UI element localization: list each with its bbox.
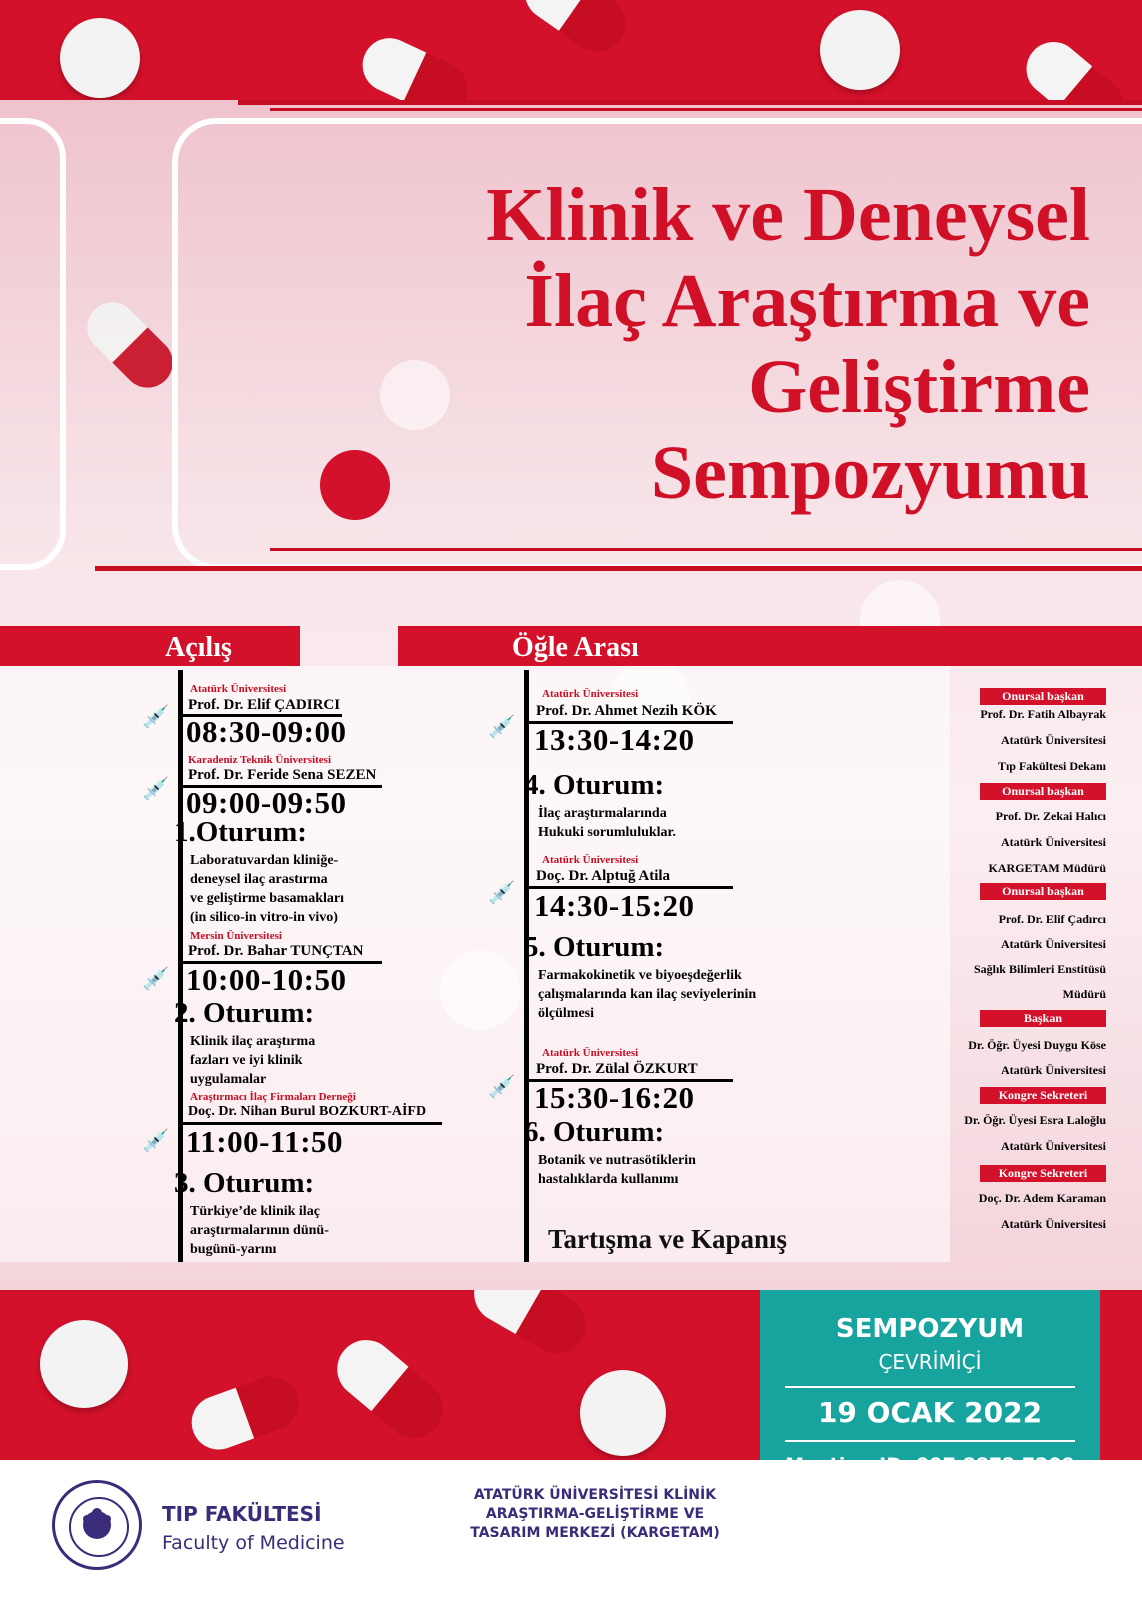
capsule-image [464,1290,597,1364]
committee-member: Atatürk Üniversitesi [1001,733,1106,747]
tablet-image [580,1370,666,1456]
time-slot: 10:00-10:50 [186,962,347,997]
session-description: Laboratuvardan kliniğe- deneysel ilaç arastırma ve geliştirme basamakları (in silico-in vitro-in vivo) [190,853,344,925]
role-label: Onursal başkan [980,883,1106,900]
role-label: Onursal başkan [980,688,1106,705]
session-title: 6. Oturum: [524,1116,665,1148]
page-title: Klinik ve Deneysel İlaç Araştırma ve Geliştirme Sempozyumu [486,173,1090,515]
time-slot: 15:30-16:20 [534,1080,695,1115]
tablet-image [40,1320,128,1408]
top-pill-band [0,0,1142,100]
closing-label: Tartışma ve Kapanış [548,1224,788,1254]
speaker-name: Prof. Dr. Feride Sena SEZEN [188,767,377,783]
event-date: 19 OCAK 2022 [817,1396,1043,1429]
faculty-name-en: Faculty of Medicine [162,1532,345,1554]
committee-member: Müdürü [1062,987,1106,1001]
capsule-image [325,1328,454,1450]
divider [785,1386,1075,1388]
center-name: ATATÜRK ÜNİVERSİTESİ KLİNİK ARAŞTIRMA-GELİŞTİRME VE TASARIM MERKEZİ (KARGETAM) [470,1487,720,1541]
university-label: Atatürk Üniversitesi [542,1047,639,1059]
speaker-name: Prof. Dr. Ahmet Nezih KÖK [536,703,717,719]
session-title: 2. Oturum: [174,997,315,1029]
session-description: Botanik ve nutrasötiklerin hastalıklarda kullanımı [538,1153,696,1187]
university-label: Karadeniz Teknik Üniversitesi [188,754,332,766]
syringe-icon: 💉 [142,1128,170,1153]
committee-member: Doç. Dr. Adem Karaman [978,1191,1106,1205]
capsule-image [184,1369,306,1457]
syringe-icon: 💉 [488,880,516,905]
capsule-image [1016,31,1135,100]
syringe-icon: 💉 [142,966,170,991]
syringe-icon: 💉 [488,714,516,739]
committee-member: Atatürk Üniversitesi [1001,937,1106,951]
capsule-image [354,29,477,100]
syringe-icon: 💉 [142,704,170,729]
speaker-name: Doç. Dr. Nihan Burul BOZKURT-AİFD [188,1104,427,1119]
committee-member: Atatürk Üniversitesi [1001,1063,1106,1077]
speaker-name: Prof. Dr. Bahar TUNÇTAN [188,943,364,959]
committee-member: Atatürk Üniversitesi [1001,1139,1106,1153]
faculty-name-tr: TIP FAKÜLTESİ [162,1502,322,1526]
speaker-name: Prof. Dr. Zülal ÖZKURT [536,1061,698,1077]
committee-member: Prof. Dr. Elif Çadırcı [998,912,1106,926]
time-slot: 14:30-15:20 [534,888,695,923]
university-label: Araştırmacı İlaç Firmaları Derneği [190,1091,356,1103]
committee-member: Prof. Dr. Fatih Albayrak [980,707,1106,721]
speaker-name: Prof. Dr. Elif ÇADIRCI [188,697,341,713]
university-label: Mersin Üniversitesi [190,930,282,942]
committee-member: Tıp Fakültesi Dekanı [997,759,1106,773]
syringe-icon: 💉 [142,776,170,801]
time-slot: 13:30-14:20 [534,722,695,757]
role-label: Kongre Sekreteri [980,1165,1106,1182]
session-title: 5. Oturum: [524,931,665,963]
time-slot: 08:30-09:00 [186,714,347,749]
session-title: 4. Oturum: [524,769,665,801]
tablet-image [820,10,900,90]
red-stripe [238,100,1142,105]
tablet-image [60,18,140,98]
session-description: İlaç araştırmalarında Hukuki sorumluluklar. [538,806,676,840]
event-mode: ÇEVRİMİÇİ [878,1350,982,1374]
speaker-name: Doç. Dr. Alptuğ Atila [536,868,671,884]
timeline-line [524,670,529,1262]
header-bar: Öğle Arası [398,626,1142,666]
header-bar: Açılış [0,626,300,666]
session-description: Klinik ilaç araştırma fazları ve iyi klinik uygulamalar [190,1034,316,1087]
university-label: Atatürk Üniversitesi [542,688,639,700]
event-label: SEMPOZYUM [835,1314,1025,1344]
time-slot: 09:00-09:50 [186,785,347,820]
committee-member: KARGETAM Müdürü [988,861,1106,875]
time-slot: 11:00-11:50 [186,1124,344,1159]
role-label: Kongre Sekreteri [980,1087,1106,1104]
committee-member: Dr. Öğr. Üyesi Esra Laloğlu [964,1113,1106,1127]
session-title: 1.Oturum: [174,816,307,848]
university-logo [52,1480,142,1570]
session-description: Türkiye’de klinik ilaç araştırmalarının dünü- bugünü-yarını [190,1204,329,1257]
committee-member: Prof. Dr. Zekai Halıcı [995,809,1106,823]
committee-member: Atatürk Üniversitesi [1001,1217,1106,1231]
university-label: Atatürk Üniversitesi [190,683,287,695]
logo-emblem-icon [55,1483,139,1567]
red-stripe [270,548,1142,551]
divider [785,1440,1075,1442]
university-label: Atatürk Üniversitesi [542,854,639,866]
session-title: 3. Oturum: [174,1167,315,1199]
role-label: Başkan [980,1010,1106,1027]
syringe-icon: 💉 [488,1074,516,1099]
capsule-image [514,0,636,62]
red-stripe [270,108,1142,111]
committee-member: Atatürk Üniversitesi [1001,835,1106,849]
committee-member: Sağlık Bilimleri Enstitüsü [973,962,1106,976]
schedule-panel [0,666,950,1262]
committee-member: Dr. Öğr. Üyesi Duygu Köse [968,1038,1106,1052]
decorative-frame [0,118,66,570]
red-stripe [95,566,1142,571]
role-label: Onursal başkan [980,783,1106,800]
session-description: Farmakokinetik ve biyoeşdeğerlik çalışmalarında kan ilaç seviyelerinin ölçülmesi [538,968,757,1021]
